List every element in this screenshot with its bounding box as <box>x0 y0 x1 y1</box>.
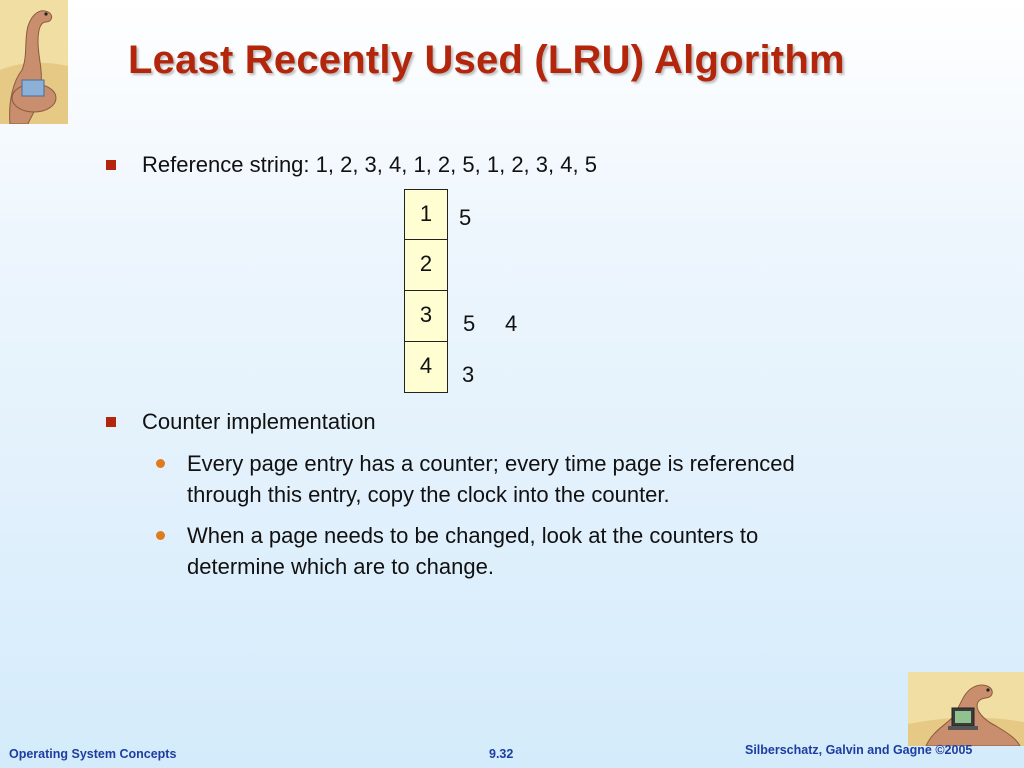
subbullet-line: determine which are to change. <box>187 554 494 579</box>
round-bullet-icon <box>156 459 165 468</box>
subbullet-line: through this entry, copy the clock into the counter. <box>187 482 670 507</box>
footer-page-number: 9.32 <box>489 747 514 761</box>
frame-annotation: 5 <box>459 205 472 230</box>
square-bullet-icon <box>106 160 116 170</box>
round-bullet-icon <box>156 531 165 540</box>
square-bullet-icon <box>106 417 116 427</box>
page-frames <box>404 189 448 393</box>
frame-cell: 1 <box>404 189 448 240</box>
footer-right: Silberschatz, Galvin and Gagne ©2005 <box>745 743 973 757</box>
frame-cell: 4 <box>404 342 448 393</box>
frame-annotation: 4 <box>505 311 518 336</box>
bullet-counter-implementation: Counter implementation <box>142 409 376 434</box>
frame-cell: 3 <box>404 291 448 342</box>
frame-cell: 2 <box>404 240 448 291</box>
dinosaur-computer-icon <box>908 672 1024 746</box>
frame-annotation: 5 <box>463 311 476 336</box>
dinosaur-icon <box>0 0 68 124</box>
subbullet-line: Every page entry has a counter; every time page is referenced <box>187 451 795 476</box>
slide-title: Least Recently Used (LRU) Algorithm <box>128 38 845 82</box>
subbullet-line: When a page needs to be changed, look at the counters to <box>187 523 759 548</box>
bullet-reference-string: Reference string: 1, 2, 3, 4, 1, 2, 5, 1, 2, 3, 4, 5 <box>142 152 597 177</box>
footer-left: Operating System Concepts <box>9 747 177 761</box>
frame-annotation: 3 <box>462 362 475 387</box>
